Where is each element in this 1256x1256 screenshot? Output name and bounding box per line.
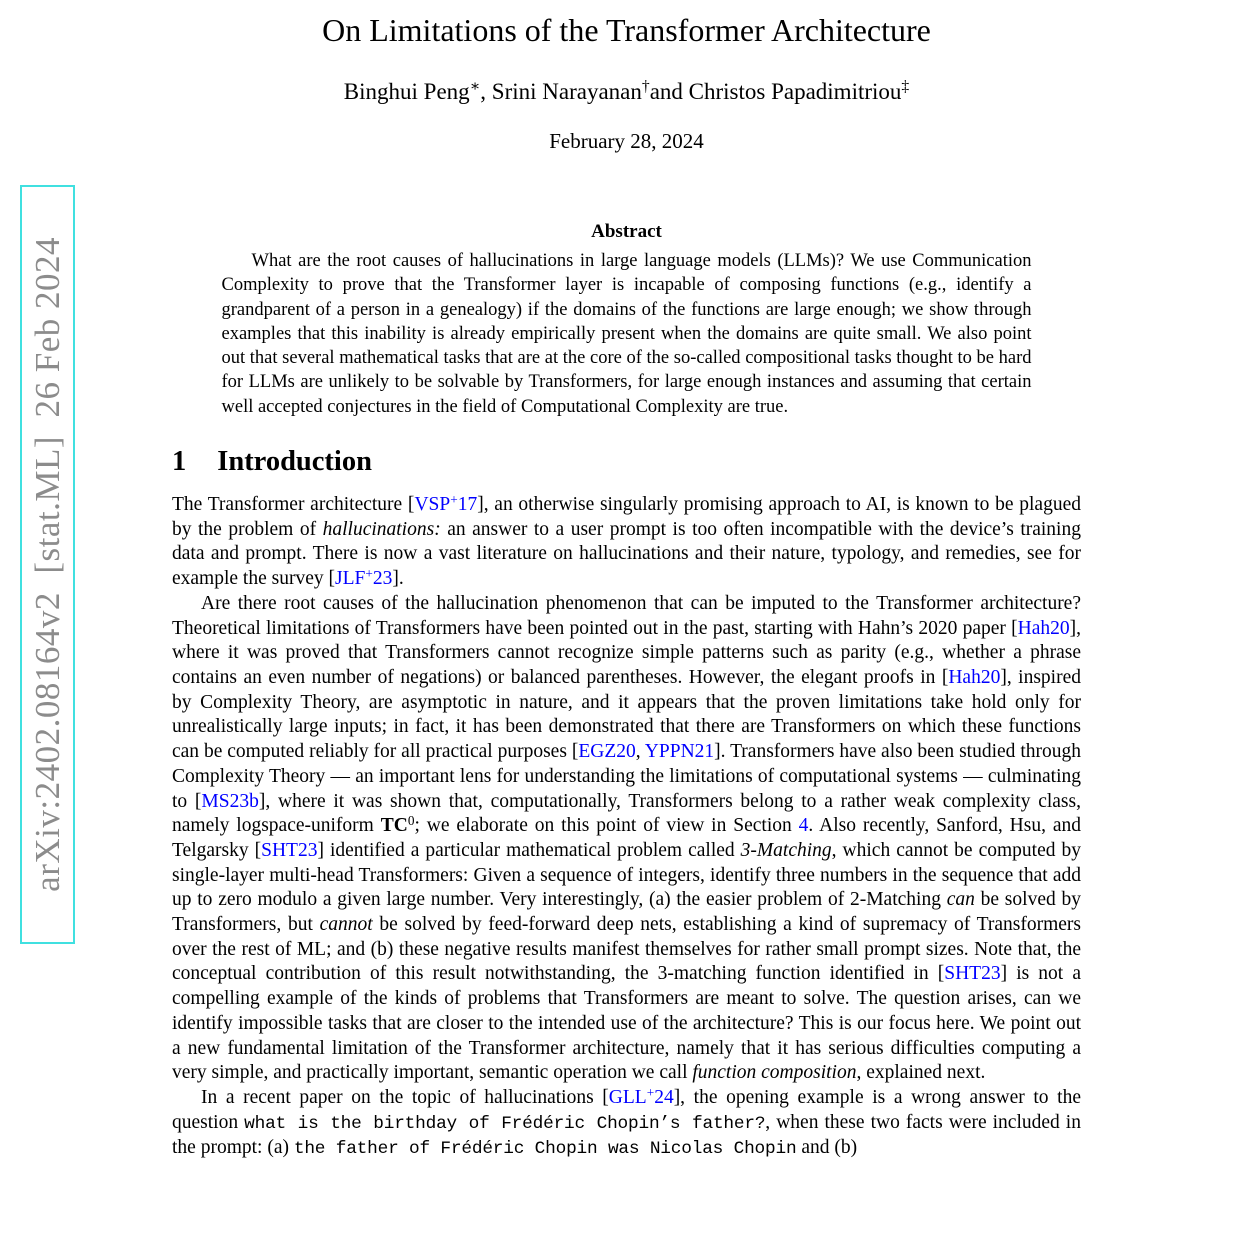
text-segment: cannot [319,914,373,936]
citation-link[interactable]: SHT23 [944,963,1001,985]
text-segment: , Srini Narayanan [480,79,642,104]
arxiv-watermark-text: arXiv:2402.08164v2 [stat.ML] 26 Feb 2024 [27,237,67,892]
text-segment: be solved by Transformers, but [172,889,1081,936]
text-segment: ] identified a particular mathematical problem called [317,839,741,861]
text-segment: be solved by feed-forward deep nets, establishing a kind of supremacy of Transformers over the rest of ML; and (b) these negative results manifest themselves for rather small prompt sizes. Note that, the conceptual contribution of this result notwithstanding, the 3-matching function identified in [ [172,914,1081,985]
abstract-heading: Abstract [591,221,662,242]
text-segment: ]. [392,568,404,590]
citation-link[interactable]: JLF [334,568,366,590]
text-segment: ], where it was shown that, computationally, Transformers belong to a rather weak complexity class, namely logspace-uniform [172,790,1081,837]
paragraph-3 [172,1086,1081,1162]
text-segment: . Also recently, Sanford, Hsu, and Telgarsky [ [172,815,1082,861]
text-segment: ], where it was proved that Transformers cannot recognize simple patterns such as parity (e.g., whether a phrase contains an even number of negations) or balanced parentheses. However, the elegant proofs in [ [172,617,1081,688]
text-segment: hallucinations: [322,518,441,540]
citation-link[interactable]: 4 [798,815,809,837]
citation-link[interactable]: 17 [457,494,478,516]
text-segment: Are there root causes of the hallucination phenomenon that can be imputed to the Transformer architecture? Theoretical limitations of Transformers have been pointed out in the past, starting with Hahn’s 2020 paper [ [172,592,1081,639]
section-number: 1 [172,446,187,478]
citation-link[interactable]: Hah20 [1017,617,1070,639]
text-segment: ], the opening example is a wrong answer to the question [172,1086,1081,1133]
paper-content [172,0,1081,1162]
text-segment: Binghui Peng [343,79,470,104]
citation-link[interactable]: SHT23 [261,839,318,861]
text-segment: ], an otherwise singularly promising approach to AI, is known to be plagued by the problem of [172,494,1081,540]
citation-link[interactable]: 24 [654,1086,674,1108]
text-segment: and (b) [796,1137,858,1159]
text-segment: ∗ [469,78,481,96]
text-segment: function composition [692,1062,857,1084]
text-segment: , when these two facts were included in the prompt: (a) [172,1111,1081,1159]
citation-link[interactable]: YPPN21 [644,741,715,763]
text-segment: can [946,889,975,911]
section-heading [172,445,1081,479]
citation-link[interactable]: Hah20 [948,667,1001,688]
citation-link[interactable]: GLL [608,1086,647,1108]
text-segment: , which cannot be computed by single-layer multi-head Transformers: Given a sequence of integers, identify three numbers in the sequence that add up to zero modulo a given large number. Very interestingly, (a) the easier problem of 2-Matching [172,839,1082,911]
text-segment: an answer to a user prompt is too often incompatible with the device’s training data and prompt. There is now a vast literature on hallucinations and their nature, typology, and remedies, see for example the survey [ [172,518,1081,590]
text-segment: the father of Frédéric Chopin was Nicolas Chopin [293,1139,797,1160]
citation-link[interactable]: EGZ20 [578,741,636,763]
citation-link[interactable]: 23 [372,568,393,590]
text-segment: what is the birthday of Frédéric Chopin’s father? [244,1113,766,1134]
text-segment: The Transformer architecture [ [172,494,415,516]
citation-link[interactable]: MS23b [201,790,259,812]
text-segment: ; we elaborate on this point of view in Section [414,815,799,837]
text-segment: ], inspired by Complexity Theory, are asymptotic in nature, and it appears that the proven limitations take hold only for unrealistically large inputs; in fact, it has been demonstrated that there are Transformers on which these functions can be computed reliably for all practical purposes [ [172,667,1081,763]
text-segment: 3-Matching [740,839,832,861]
citation-link[interactable]: + [450,492,458,508]
section-title: Introduction [217,446,372,478]
author-line [172,77,1081,107]
arxiv-watermark-box [20,185,75,944]
paragraph-1 [172,493,1081,592]
text-segment: In a recent paper on the topic of hallucinations [ [201,1086,609,1108]
text-segment: TC [380,815,408,837]
citation-link[interactable]: + [365,566,373,582]
paper-date: February 28, 2024 [549,129,704,153]
paragraph-2 [172,592,1081,1086]
text-segment: and Christos Papadimitriou [649,79,902,104]
citation-link[interactable]: + [646,1085,655,1100]
text-segment: † [641,78,650,96]
citation-link[interactable]: VSP [414,494,451,516]
text-segment: ‡ [901,78,910,96]
text-segment: 0 [407,813,415,829]
text-segment: , [635,741,645,763]
paper-title: On Limitations of the Transformer Architecture [322,12,931,48]
abstract-text: What are the root causes of hallucinations in large language models (LLMs)? We use Communication Complexity to prove that the Transformer layer is incapable of composing functions (e.g., identify a grandparent of a person in a genealogy) if the domains of the functions are large enough; we show through examples that this inability is already empirically present when the domains are quite small. We also point out that several mathematical tasks that are at the core of the so-called compositional tasks thought to be hard for LLMs are unlikely to be solvable by Transformers, for large enough instances and assuming that certain well accepted conjectures in the field of Computational Complexity are true. [221,251,1032,417]
text-segment: ]. Transformers have also been studied through Complexity Theory — an important lens for understanding the limitations of computational systems — culminating to [ [172,741,1081,812]
text-segment: , explained next. [856,1062,986,1084]
text-segment: ] is not a compelling example of the kinds of problems that Transformers are meant to solve. The question arises, can we identify impossible tasks that are closer to the intended use of the architecture? This is our focus here. We point out a new fundamental limitation of the Transformer architecture, namely that it has serious difficulties computing a very simple, and practically important, semantic operation we call [172,963,1081,1084]
